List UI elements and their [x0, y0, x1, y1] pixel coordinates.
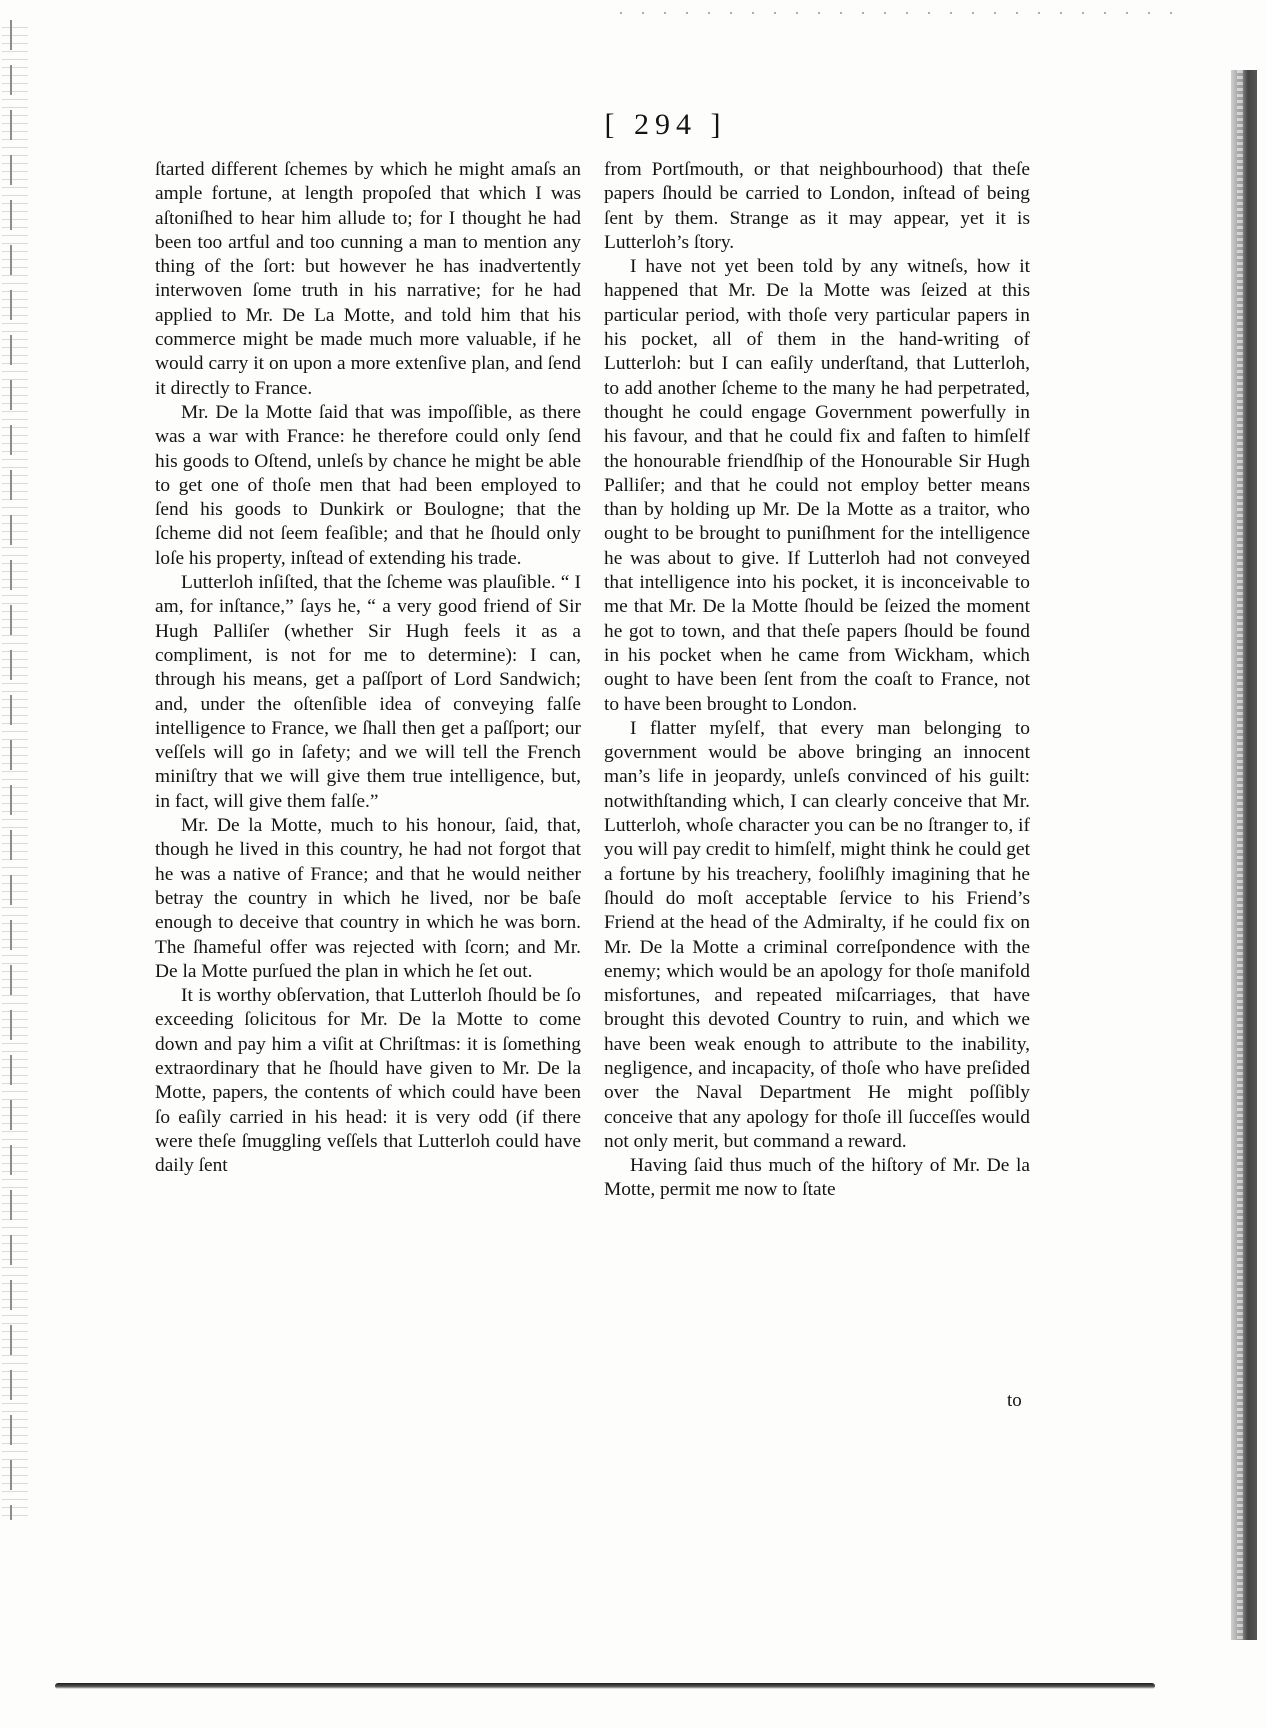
scan-edge-right — [1231, 70, 1257, 1640]
paragraph: I flatter myſelf, that every man belonging to government would be above bringing an innocent man’s life in jeopardy, unleſs convinced of his guilt: notwithſtanding which, I can clearly conceive that Mr. Lutterloh, whoſe character you can be no ſtranger to, if you will pay credit to himſelf, might think he could get a fortune by his treachery, fooliſhly imagining that he ſhould do moſt acceptable ſervice to his Friend’s Friend at the head of the Admiralty, if he could fix on Mr. De la Motte a criminal correſpondence with the enemy; which would be an apology for thoſe manifold misfortunes, and repeated miſcarriages, that have brought this devoted Country to ruin, and which we have been weak enough to attribute to the inability, negligence, and incapacity, of thoſe who have preſided over the Naval Department He might poſſibly conceive that any apology for thoſe ill ſucceſſes would not only merit, but command a reward. — [604, 717, 1030, 1152]
left-column — [155, 158, 581, 1178]
scan-edge-bottom — [55, 1683, 1155, 1689]
scan-edge-left — [2, 20, 28, 1520]
catchword: to — [1007, 1390, 1022, 1411]
paragraph: from Portſmouth, or that neighbourhood) that theſe papers ſhould be carried to London, inſtead of being ſent by them. Strange as it may appear, yet it is Lutterloh’s ſtory. — [604, 159, 1030, 253]
paragraph: ſtarted different ſchemes by which he might amaſs an ample fortune, at length propoſed that which I was aſtoniſhed to hear him allude to; for I thought he had been too artful and too cunning a man to mention any thing of the ſort: but however he has inadvertently interwoven ſome truth in his narrative; for he had applied to Mr. De La Motte, and told him that his commerce might be made much more valuable, if he would carry it on upon a more extenſive plan, and ſend it directly to France. — [155, 159, 581, 399]
paragraph: Mr. De la Motte, much to his honour, ſaid, that, though he lived in this country, he had not forgot that he was a native of France; and that he would neither betray the country in which he lived, nor be baſe enough to deceive that country in which he was born. The ſhameful offer was rejected with ſcorn; and Mr. De la Motte purſued the plan in which he ſet out. — [155, 815, 581, 982]
page-number: [ 294 ] — [604, 108, 727, 141]
page-header — [0, 108, 1267, 142]
right-column — [604, 158, 1030, 1203]
paragraph: Mr. De la Motte ſaid that was impoſſible, as there was a war with France: he therefore could only ſend his goods to Oſtend, unleſs by chance he might be able to get one of thoſe men that had been employed to ſend his goods to Dunkirk or Boulogne; that the ſcheme did not ſeem feaſible; and that he ſhould only loſe his property, inſtead of extending his trade. — [155, 401, 581, 569]
paragraph: It is worthy obſervation, that Lutterloh ſhould be ſo exceeding ſolicitous for Mr. De la Motte to come down and pay him a viſit at Chriſtmas: it is ſomething extraordinary that he ſhould have given to Mr. De la Motte, papers, the contents of which could have been ſo eaſily carried in his head: it is very odd (if there were theſe ſmuggling veſſels that Lutterloh could have daily ſent — [155, 985, 581, 1177]
paragraph: Lutterloh inſiſted, that the ſcheme was plauſible. “ I am, for inſtance,” ſays he, “ a very good friend of Sir Hugh Palliſer (whether Sir Hugh feels it as a compliment, is not for me to determine): I can, through his means, get a paſſport of Lord Sandwich; and, under the oſtenſible idea of conveying falſe intelligence to France, we ſhall then get a paſſport; our veſſels will go in ſafety; and we will tell the French miniſtry that we will give them true intelligence, but, in fact, will give them falſe.” — [155, 572, 581, 812]
paragraph: Having ſaid thus much of the hiſtory of Mr. De la Motte, permit me now to ſtate — [604, 1155, 1030, 1201]
scan-edge-top — [620, 12, 1180, 14]
paragraph: I have not yet been told by any witneſs, how it happened that Mr. De la Motte was ſeized at this particular period, with thoſe very particular papers in his pocket, all of them in the hand-writing of Lutterloh: but I can eaſily underſtand, that Lutterloh, to add another ſcheme to the many he had perpetrated, thought he could engage Government powerfully in his favour, and that he could fix and faſten to himſelf the honourable friendſhip of the Honourable Sir Hugh Palliſer; and that he could not employ better means than by holding up Mr. De la Motte as a traitor, who ought to be brought to puniſhment for the intelligence he was about to give. If Lutterloh had not conveyed that intelligence into his pocket, it is inconceivable to me that Mr. De la Motte ſhould be ſeized the moment he got to town, and that theſe papers ſhould be found in his pocket when he came from Wickham, which ought to have been ſent from the coaſt to France, not to have been brought to London. — [604, 256, 1030, 715]
